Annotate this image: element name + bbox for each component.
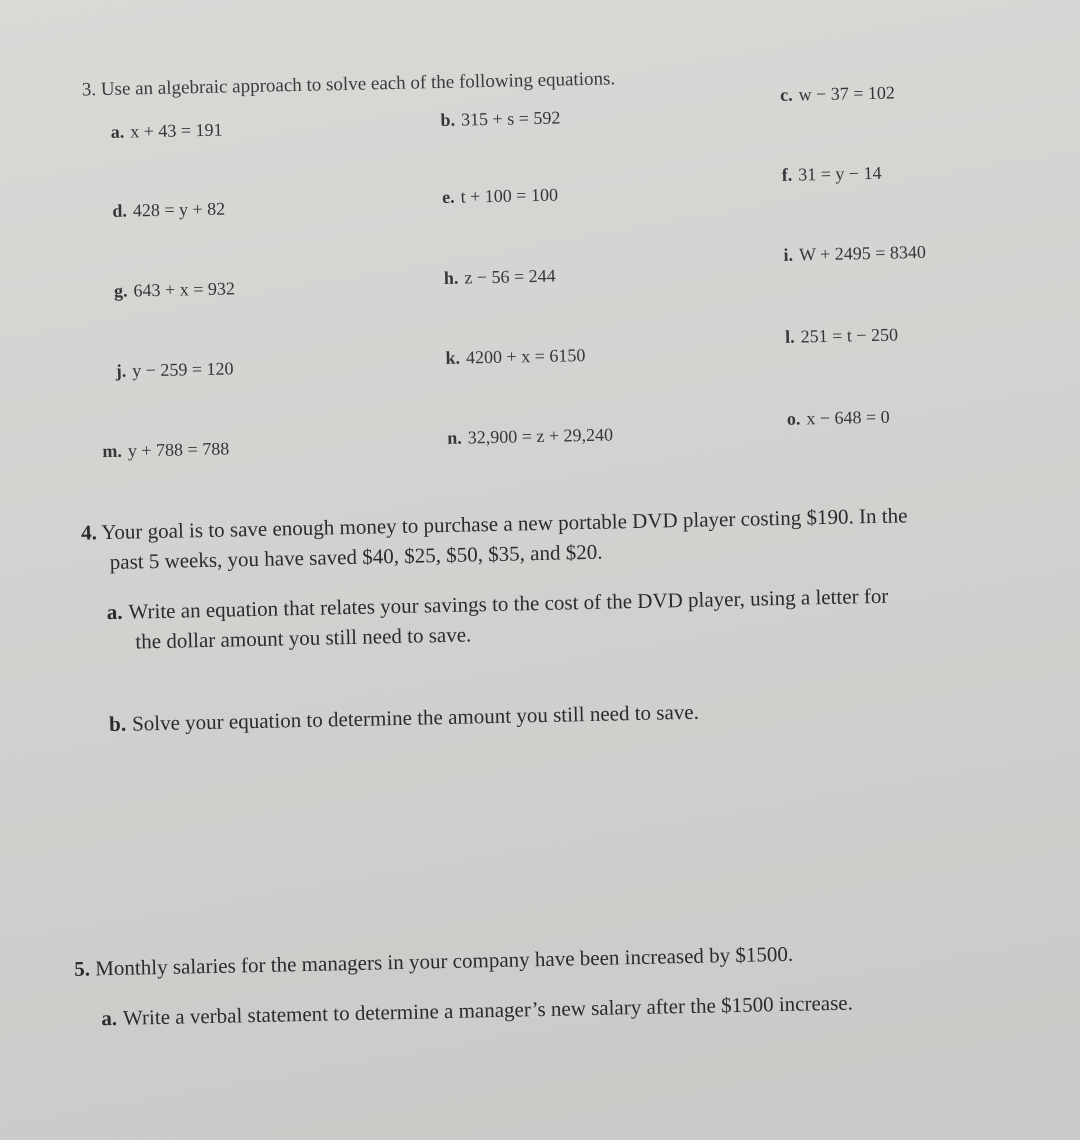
equation-text: 4200 + x = 6150 [465,345,586,368]
equation-b [440,107,560,131]
equation-text: W + 2495 = 8340 [798,241,927,265]
equation-label: j. [115,360,127,381]
question-5 [74,934,1034,984]
equation-label: b. [440,109,456,130]
equation-label: d. [112,200,128,221]
equation-text: t + 100 = 100 [460,184,559,207]
equation-text: 32,900 = z + 29,240 [467,424,614,448]
question-4a [106,578,1037,657]
question-number: 5. [73,956,91,981]
equation-e [442,185,558,208]
equation-text: z − 56 = 244 [464,265,556,288]
question-number: 4. [80,520,98,545]
equation-label: n. [447,427,462,448]
equation-label: h. [443,267,459,288]
question-4b-text: Solve your equation to determine the amount you still need to save. [131,699,700,736]
part-label: a. [106,599,123,625]
equation-text: x + 43 = 191 [130,119,223,142]
equation-h [444,266,556,289]
equation-text: 643 + x = 932 [133,278,236,301]
equation-label: k. [445,347,461,368]
equation-text: y − 259 = 120 [132,358,234,381]
equation-text: x − 648 = 0 [806,406,890,429]
equation-d [112,199,225,222]
equation-label: g. [113,280,128,301]
equation-g [114,278,235,302]
question-4a-line1: Write an equation that relates your savings to the cost of the DVD player, using a letter for [128,583,889,624]
question-5a-text: Write a verbal statement to determine a manager’s new salary after the $1500 increase. [122,990,854,1030]
equation-l [785,324,898,347]
equation-k [445,345,585,369]
part-label: b. [108,711,127,737]
part-label: a. [101,1005,118,1031]
equation-label: l. [784,326,795,347]
equation-text: w − 37 = 102 [798,82,896,105]
equation-text: 315 + s = 592 [460,107,561,130]
equation-j [116,358,234,381]
equation-label: c. [779,84,793,105]
equation-text: 428 = y + 82 [132,198,226,221]
equation-text: 251 = t − 250 [800,324,899,347]
question-4b [109,690,1009,739]
equation-label: f. [781,164,793,185]
equation-o [787,407,890,430]
equation-i [783,242,926,266]
equation-n [447,424,613,448]
equation-c [780,82,895,105]
equation-f [782,163,882,186]
question-4-line2: past 5 weeks, you have saved $40, $25, $50, $35, and $20. [109,539,603,575]
equation-label: e. [441,186,455,207]
equation-m [102,438,229,462]
question-3-header: 3. Use an algebraic approach to solve each of the following equations. [81,68,616,101]
question-4 [81,498,1042,578]
equation-a [111,120,223,143]
equation-label: o. [786,408,801,429]
equation-text: y + 788 = 788 [127,438,230,461]
equation-text: 31 = y − 14 [798,162,882,185]
equation-label: a. [110,121,125,142]
equation-label: m. [102,440,123,462]
question-5a [101,983,1061,1033]
equation-label: i. [783,244,794,265]
question-4a-line2: the dollar amount you still need to save. [135,622,472,654]
question-5-text: Monthly salaries for the managers in your company have been increased by $1500. [94,941,794,981]
question-4-line1: Your goal is to save enough money to purchase a new portable DVD player costing $190. In the [101,503,908,545]
